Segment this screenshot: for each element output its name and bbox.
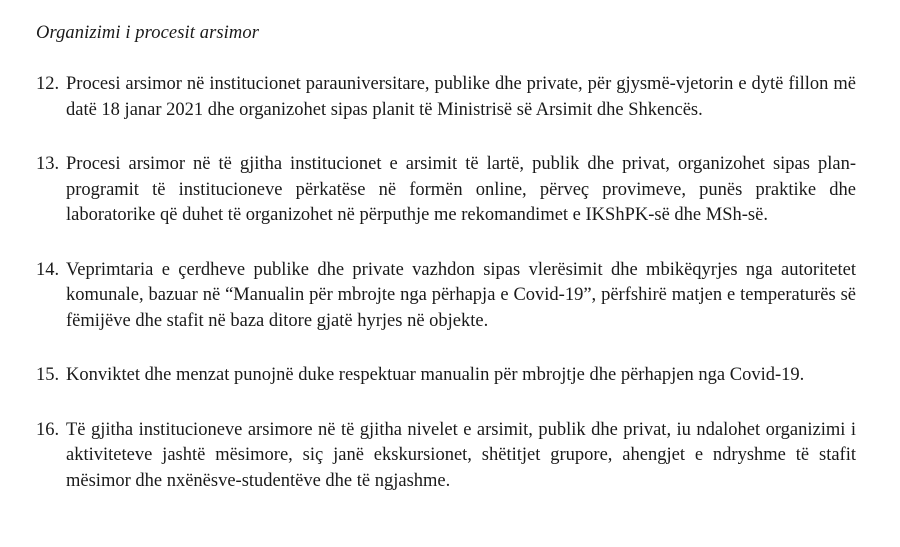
item-text: Konviktet dhe menzat punojnë duke respektuar manualin për mbrojtje dhe përhapjen nga Covid-19. <box>66 365 805 385</box>
item-text: Veprimtaria e çerdheve publike dhe private vazhdon sipas vlerësimit dhe mbikëqyrjes nga autoritetet komunale, bazuar në “Manualin për mbrojte nga përhapja e Covid-19”, përfshirë matjen e temperaturës së fëmijëve dhe stafit në baza ditore gjatë hyrjes në objekte. <box>66 259 856 331</box>
item-number: 13. <box>36 154 60 174</box>
item-text: Të gjitha institucioneve arsimore në të gjitha nivelet e arsimit, publik dhe privat, iu ndalohet organizimi i aktiviteteve jashtë mësimore, siç janë ekskursionet, shëtitjet grupore, ahengjet e ndryshme të stafit mësimor dhe nxënësve-studentëve dhe të ngjashme. <box>66 419 856 491</box>
item-number: 12. <box>36 74 60 94</box>
list-item-13 <box>36 152 856 229</box>
item-text: Procesi arsimor në institucionet parauniversitare, publike dhe private, për gjysmë-vjetorin e dytë fillon më datë 18 janar 2021 dhe organizohet sipas planit të Ministrisë së Arsimit dhe Shkencës. <box>66 74 856 120</box>
list-item-15 <box>36 363 856 389</box>
item-number: 14. <box>36 259 60 280</box>
item-number: 16. <box>36 419 60 440</box>
list-item-16 <box>36 418 856 495</box>
item-text: Procesi arsimor në të gjitha institucionet e arsimit të lartë, publik dhe privat, organizohet sipas plan-programit të institucioneve përkatëse në formën online, përveç provimeve, punës praktike dhe laboratorike që duhet të organizohet në përputhje me rekomandimet e IKShPK-së dhe MSh-së. <box>66 154 856 225</box>
section-heading: Organizimi i procesit arsimor <box>36 23 260 43</box>
list-item-14 <box>36 258 856 335</box>
list-item-12 <box>36 72 856 123</box>
item-number: 15. <box>36 365 60 385</box>
